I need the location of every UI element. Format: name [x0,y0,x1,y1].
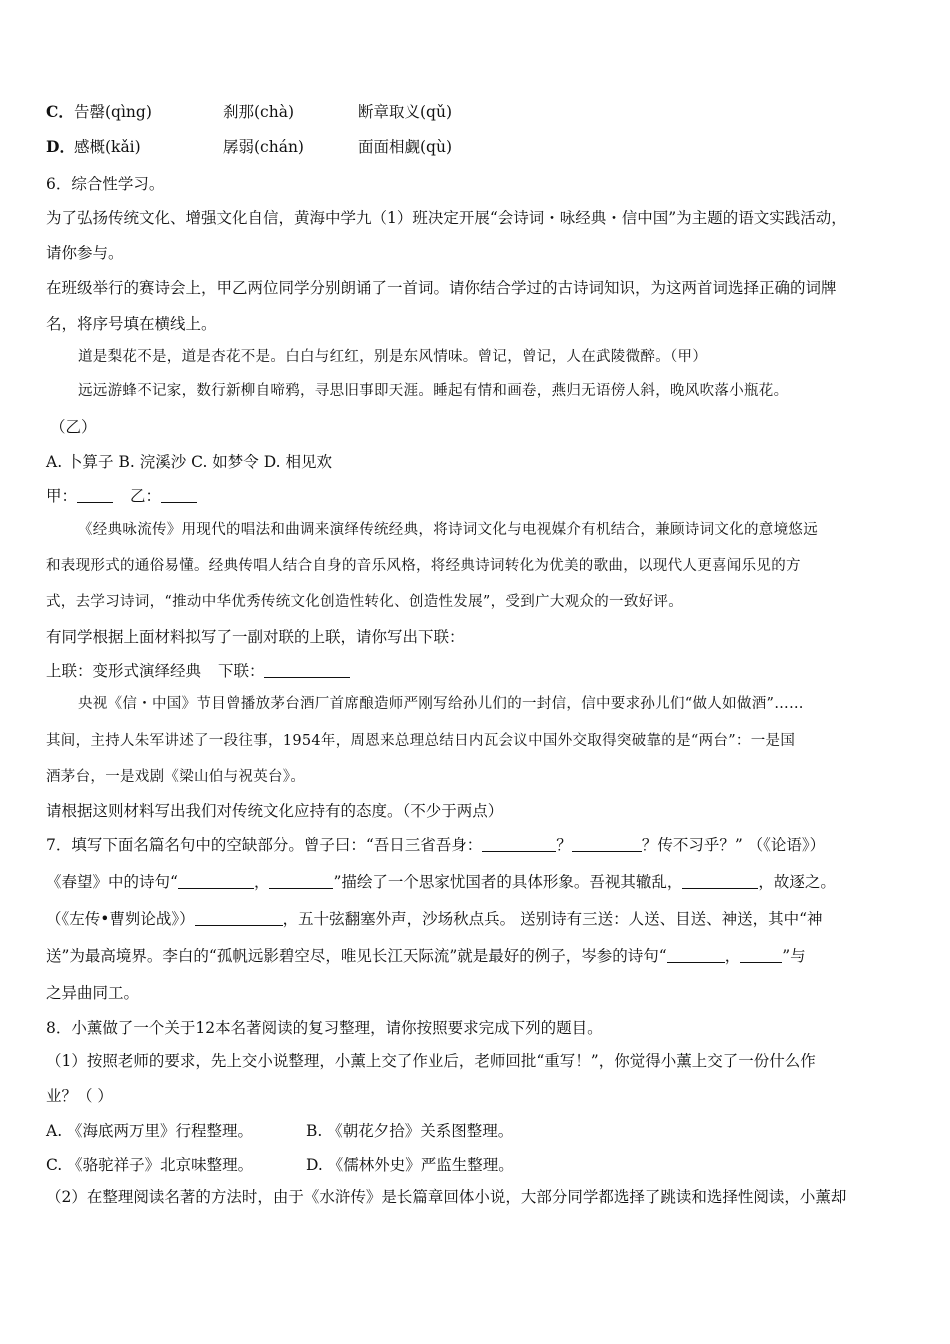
answer-yi-label: 乙： [129,487,161,505]
q7-line-2-text-b: ， [253,873,270,891]
q6-title: 6．综合性学习。 [46,175,165,193]
q7-line-1-text-b: ？ [556,836,572,854]
jingdian-para-line-1: 《经典咏流传》用现代的唱法和曲调来演绎传统经典，将诗词文化与电视媒介有机结合，兼顾诗词文化的意境悠远 [78,522,818,538]
jingdian-para-line-2: 和表现形式的通俗易懂。经典传唱人结合自身的音乐风格，将经典诗词转化为优美的歌曲，以现代人更喜闻乐见的方 [46,558,801,574]
q7-line-2-text-d: ，故逐之。 [758,873,836,891]
option-c-word-3: 断章取义(qǔ) [358,103,452,121]
q8-title: 8．小薰做了一个关于12本名著阅读的复习整理，请你按照要求完成下列的题目。 [46,1019,603,1037]
poem-jia: 道是梨花不是，道是杏花不是。白白与红红，别是东风情味。曾记，曾记，人在武陵微醉。（甲） [78,349,708,365]
attitude-question: 请根据这则材料写出我们对传统文化应持有的态度。（不少于两点） [46,802,504,820]
couplet-question: 有同学根据上面材料拟写了一副对联的上联，请你写出下联： [46,628,465,646]
q7-line-4-text-b: ， [724,947,741,965]
poem-yi: 远远游蜂不记家，数行新柳自啼鸦，寻思旧事即天涯。睡起有情和画卷，燕归无语傍人斜，晚风吹落小瓶花。 [78,383,789,399]
q7-line-2-text-c: ”描绘了一个思家忧国者的具体形象。吾视其辙乱， [333,873,683,891]
option-d-word-1: 感概(kǎi) [74,138,141,156]
q8-option-d[interactable]: D. 《儒林外史》严监生整理。 [306,1156,514,1174]
q7-blank-5[interactable] [682,872,758,889]
answer-jia-label: 甲： [46,487,78,505]
q8-sub1-line-1: （1）按照老师的要求，先上交小说整理，小薰上交了作业后，老师回批“重写！”，你觉得小薰上交了一份什么作 [46,1052,816,1070]
xinzhongguo-para-line-2: 其间，主持人朱军讲述了一段往事，1954年，周恩来总理总结日内瓦会议中国外交取得突破靠的是“两台”：一是国 [46,733,796,749]
q8-option-c[interactable]: C. 《骆驼祥子》北京味整理。 [46,1156,254,1174]
option-d-label: D． [46,137,75,156]
xinzhongguo-para-line-3: 酒茅台，一是戏剧《梁山伯与祝英台》。 [46,769,306,785]
xinzhongguo-para-line-1: 央视《信・中国》节目曾播放茅台酒厂首席酿造师严刚写给孙儿们的一封信，信中要求孙儿们“做人如做酒”…… [78,696,804,712]
q6-task-line-1: 在班级举行的赛诗会上，甲乙两位同学分别朗诵了一首词。请你结合学过的古诗词知识，为这两首词选择正确的词牌 [46,279,837,297]
q7-line-4-text-a: 送”为最高境界。李白的“孤帆远影碧空尽，唯见长江天际流”就是最好的例子，岑参的诗句“ [46,947,667,965]
q7-blank-1[interactable] [482,835,556,852]
q8-option-a[interactable]: A. 《海底两万里》行程整理。 [46,1122,254,1140]
q7-blank-3[interactable] [178,872,254,889]
q8-option-b[interactable]: B. 《朝花夕拾》关系图整理。 [306,1122,514,1140]
q7-line-3-text-b: ，五十弦翻塞外声，沙场秋点兵。 送别诗有三送：人送、目送、神送，其中“神 [282,910,823,928]
couplet-lower-blank[interactable] [264,661,350,678]
q7-line-4-text-c: ”与 [782,947,806,965]
couplet-upper: 上联：变形式演绎经典 [46,662,202,680]
couplet-line [46,660,350,682]
q8-sub2-line-1: （2）在整理阅读名著的方法时，由于《水浒传》是长篇章回体小说，大部分同学都选择了跳读和选择性阅读，小薰却 [46,1188,847,1206]
q7-line-2 [46,871,836,893]
answer-jia-blank[interactable] [77,486,113,503]
answer-yi-blank[interactable] [161,486,197,503]
option-c-label: C． [46,102,74,121]
q7-blank-6[interactable] [195,909,283,926]
q7-blank-7[interactable] [667,946,725,963]
couplet-lower-label: 下联： [217,662,265,680]
q7-blank-4[interactable] [269,872,333,889]
q6-intro-line-1: 为了弘扬传统文化、增强文化自信，黄海中学九（1）班决定开展“会诗词・咏经典・信中国”为主题的语文实践活动， [46,209,847,227]
q6-task-line-2: 名，将序号填在横线上。 [46,315,217,333]
q7-line-3-text-a: （《左传•曹刿论战》） [46,910,195,928]
q6-intro-line-2: 请你参与。 [46,244,124,262]
q7-line-3 [46,908,823,930]
q7-line-5: 之异曲同工。 [46,984,140,1002]
q7-blank-8[interactable] [740,946,782,963]
option-c-word-1: 告罄(qìng) [74,103,152,121]
poem-yi-tag: （乙） [50,418,97,436]
q8-sub1-line-2: 业？（ ） [46,1087,113,1105]
q7-blank-2[interactable] [572,835,642,852]
option-c-word-2: 刹那(chà) [223,103,294,121]
option-d-word-3: 面面相觑(qù) [358,138,452,156]
q7-line-1 [46,834,825,856]
q6-choices: A. 卜算子 B. 浣溪沙 C. 如梦令 D. 相见欢 [46,453,332,471]
q6-answer-line [46,485,197,507]
option-d-word-2: 孱弱(chán) [223,138,304,156]
q7-line-1-text-a: 7．填写下面名篇名句中的空缺部分。曾子曰：“吾日三省吾身： [46,836,483,854]
q7-line-4 [46,945,806,967]
jingdian-para-line-3: 式，去学习诗词，“推动中华优秀传统文化创造性转化、创造性发展”，受到广大观众的一致好评。 [46,594,684,610]
q7-line-1-text-c: ？传不习乎？” （《论语》） [641,836,826,854]
q7-line-2-text-a: 《春望》中的诗句“ [46,873,178,891]
